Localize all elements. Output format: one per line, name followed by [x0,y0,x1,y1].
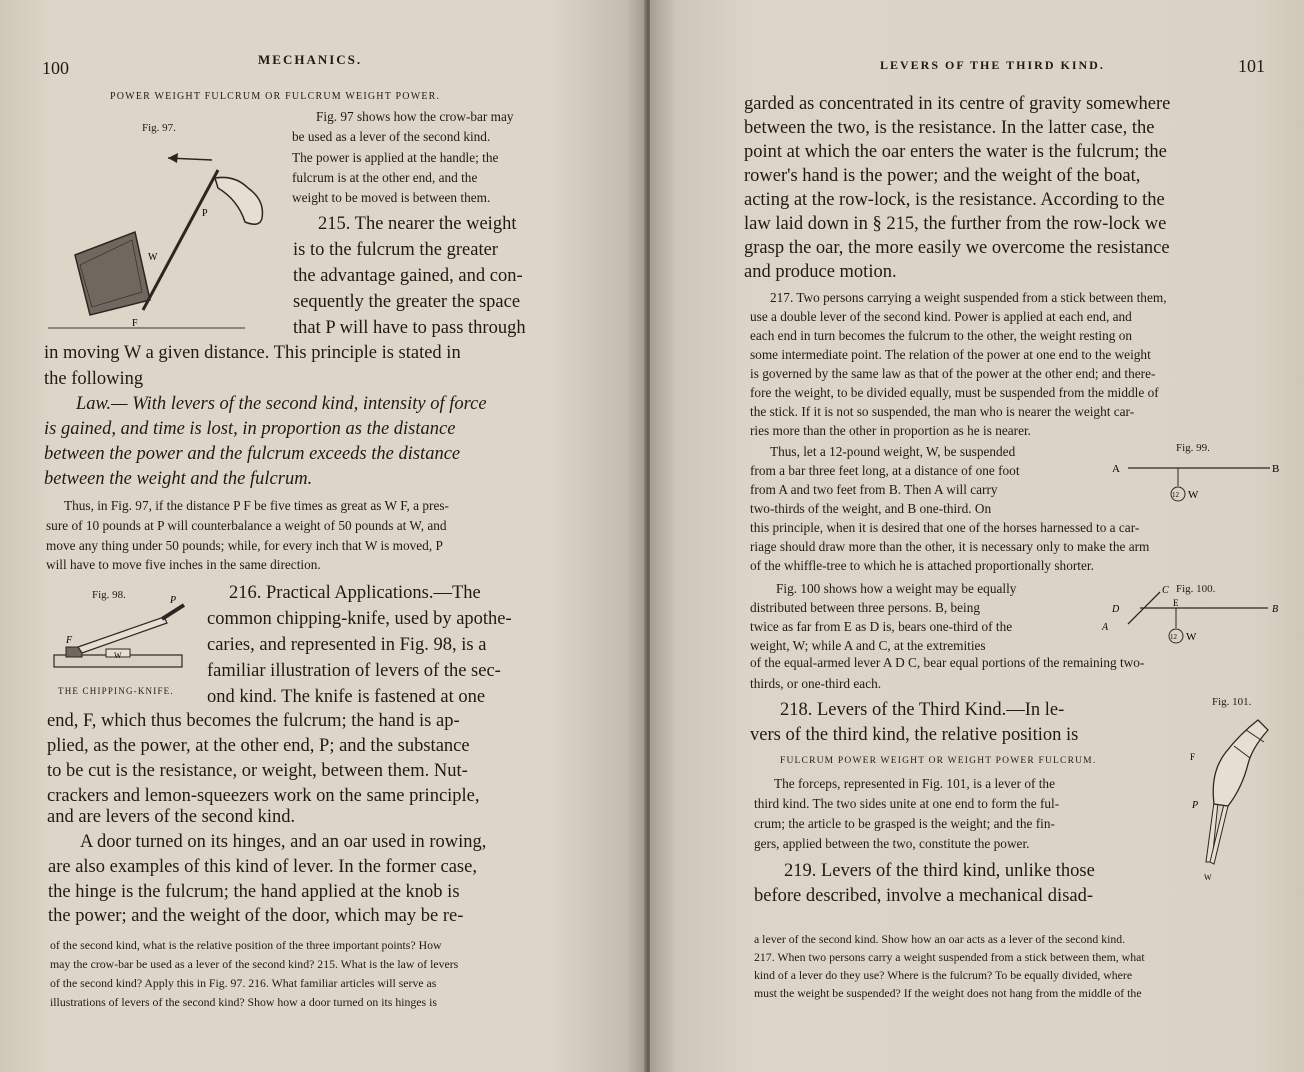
text-line: weight to be moved is between them. [292,190,491,205]
text-line: some intermediate point. The relation of the power at one end to the weight [750,347,1151,362]
text-line: ries more than the other in proportion as he is nearer. [750,423,1031,438]
text-line: common chipping-knife, used by apothe- [207,609,512,629]
text-line: thirds, or one-third each. [750,676,882,691]
figure-letter: 12 [1172,491,1179,499]
text-line: end, F, which thus becomes the fulcrum; the hand is ap- [47,711,460,731]
text-line: of the whiffle-tree to which he is attached proportionally shorter. [750,558,1094,573]
text-line: be used as a lever of the second kind. [292,129,491,144]
text-line: 216. Practical Applications.—The [229,583,481,603]
text-line: that P will have to pass through [293,318,526,338]
knife-blade [78,617,167,653]
text-line: sequently the greater the space [293,292,521,312]
page-number: 101 [1238,56,1265,76]
text-line: twice as far from E as D is, bears one-third of the [750,619,1013,634]
forceps-figure [1188,712,1278,887]
text-line: Thus, in Fig. 97, if the distance P F be five times as great as W F, a pres- [64,498,449,513]
text-line: between the weight and the fulcrum. [44,469,313,489]
footnote-line: of the second kind, what is the relative position of the three important points? How [50,938,442,952]
text-line: 218. Levers of the Third Kind.—In le- [780,700,1065,720]
chipping-knife-figure [44,595,194,680]
running-head: MECHANICS. [258,52,363,67]
text-line: plied, as the power, at the other end, P; and the substance [47,736,470,756]
text-line: point at which the oar enters the water is the fulcrum; the [744,142,1167,162]
figure-label: Fig. 101. [1212,696,1252,708]
text-line: before described, involve a mechanical disad- [754,886,1094,906]
figure-letter: C [1162,585,1169,596]
text-line: riage should draw more than the other, it is necessary only to make the arm [750,539,1150,554]
text-line: weight, W; while A and C, at the extremities [750,638,986,653]
crowbar-figure [40,140,290,340]
footnote-line: of the second kind? Apply this in Fig. 97. 216. What familiar articles will serve as [50,976,437,990]
text-line: of the equal-armed lever A D C, bear equal portions of the remaining two- [750,655,1145,670]
text-line: the power; and the weight of the door, which may be re- [48,906,464,926]
text-line: this principle, when it is desired that one of the horses harnessed to a car- [750,520,1140,535]
text-line: vers of the third kind, the relative position is [750,725,1079,745]
figure-letter: 12 [1170,633,1177,641]
text-line: A door turned on its hinges, and an oar used in rowing, [80,832,487,852]
hand-arm [215,177,262,224]
hand [1213,720,1268,806]
text-line: fulcrum is at the other end, and the [292,170,478,185]
crowbar-line [143,170,218,310]
text-line: crackers and lemon-squeezers work on the same principle, [47,786,480,806]
figure-letter: F [66,635,73,646]
text-line: Thus, let a 12-pound weight, W, be suspended [770,444,1016,459]
text-line: is governed by the same law as that of the power at the other end; and there- [750,366,1156,381]
figure-letter: B [1272,463,1280,475]
figure-letter: D [1112,604,1120,615]
text-line: the advantage gained, and con- [293,266,523,286]
text-line: fore the weight, to be divided equally, must be suspended from the middle of [750,385,1159,400]
text-line: sure of 10 pounds at P will counterbalance a weight of 50 pounds at W, and [46,518,447,533]
figure-letter: A [1112,463,1120,475]
text-line: caries, and represented in Fig. 98, is a [207,635,487,655]
figure-label: Fig. 99. [1176,442,1210,454]
text-line: grasp the oar, the more easily we overcome the resistance [744,238,1170,258]
text-line: The forceps, represented in Fig. 101, is a lever of the [774,776,1055,791]
text-line: garded as concentrated in its centre of gravity somewhere [744,94,1171,114]
running-head: LEVERS OF THE THIRD KIND. [880,58,1105,72]
footnote-line: must the weight be suspended? If the weight does not hang from the middle of the [754,986,1142,1000]
text-line: rower's hand is the power; and the weight of the boat, [744,166,1141,186]
figure-label: Fig. 97. [142,122,176,134]
figure-letter: W [1186,631,1197,643]
text-line: familiar illustration of levers of the sec- [207,661,501,681]
figure-letter: F [1190,752,1196,762]
text-line: ond kind. The knife is fastened at one [207,687,486,707]
arrow-head [168,153,178,163]
text-line: third kind. The two sides unite at one end to form the ful- [754,796,1060,811]
text-line: and produce motion. [744,262,897,282]
text-line: 215. The nearer the weight [318,214,517,234]
footnote-line: illustrations of levers of the second kind? Show how a door turned on its hinges is [50,995,437,1009]
page-number: 100 [42,58,69,78]
text-line: 217. Two persons carrying a weight suspended from a stick between them, [770,290,1167,305]
figure-letter: B [1272,604,1279,615]
figure-letter: W [114,651,122,660]
text-line: is gained, and time is lost, in proportion as the distance [44,419,456,439]
text-line: to be cut is the resistance, or weight, between them. Nut- [47,761,468,781]
stone-block [75,232,150,315]
text-line: are also examples of this kind of lever. In the former case, [48,857,477,877]
fig99-diagram [1110,456,1290,516]
text-line: in moving W a given distance. This principle is stated in [44,343,461,363]
text-line: from A and two feet from B. Then A will carry [750,482,998,497]
figure-letter: A [1102,622,1109,633]
figure-label: Fig. 98. [92,589,126,601]
text-line: Law.— With levers of the second kind, intensity of force [76,394,487,414]
text-line: Fig. 97 shows how the crow-bar may [316,109,514,124]
footnote-line: may the crow-bar be used as a lever of the second kind? 215. What is the law of levers [50,957,459,971]
text-line: use a double lever of the second kind. Power is applied at each end, and [750,309,1132,324]
text-line: two-thirds of the weight, and B one-third. On [750,501,992,516]
footnote-line: a lever of the second kind. Show how an oar acts as a lever of the second kind. [754,932,1126,946]
text-line: The power is applied at the handle; the [292,150,499,165]
text-line: acting at the row-lock, is the resistance. According to the [744,190,1165,210]
footnote-line: kind of a lever do they use? Where is the fulcrum? To be equally divided, where [754,968,1133,982]
text-line: from a bar three feet long, at a distance of one foot [750,463,1020,478]
text-line: the stick. If it is not so suspended, the man who is nearer the weight car- [750,404,1135,419]
text-line: the following [44,369,144,389]
figure-caption: FULCRUM POWER WEIGHT OR WEIGHT POWER FULCRUM. [780,756,1097,766]
fig100-diagram [1100,584,1290,656]
text-line: law laid down in § 215, the further from the row-lock we [744,214,1167,234]
text-line: move any thing under 50 pounds; while, for every inch that W is moved, P [46,538,443,553]
figure-letter: W [1204,873,1212,882]
right-page [650,0,1304,1072]
text-line: gers, applied between the two, constitute the power. [754,836,1030,851]
figure-letter: F [132,318,138,329]
text-line: 219. Levers of the third kind, unlike those [784,861,1095,881]
figure-letter: P [202,208,208,219]
figure-letter: W [148,252,158,263]
figure-letter: P [170,595,177,606]
text-line: will have to move five inches in the same direction. [46,557,321,572]
text-line: each end in turn becomes the fulcrum to the other, the weight resting on [750,328,1133,343]
text-line: crum; the article to be grasped is the weight; and the fin- [754,816,1055,831]
figure-caption: POWER WEIGHT FULCRUM OR FULCRUM WEIGHT POWER. [110,91,441,102]
text-line: distributed between three persons. B, being [750,600,981,615]
text-line: Fig. 100 shows how a weight may be equally [776,581,1017,596]
text-line: the hinge is the fulcrum; the hand applied at the knob is [48,882,460,902]
figure-letter: P [1192,800,1199,811]
text-line: between the two, is the resistance. In the latter case, the [744,118,1155,138]
text-line: is to the fulcrum the greater [293,240,498,260]
knife-handle [162,605,184,619]
figure-letter: W [1188,489,1199,501]
footnote-line: 217. When two persons carry a weight suspended from a stick between them, what [754,950,1145,964]
left-page [0,0,646,1072]
figure-caption: THE CHIPPING-KNIFE. [58,686,174,696]
figure-label: Fig. 100. [1176,583,1216,595]
figure-letter: E [1173,598,1179,608]
text-line: and are levers of the second kind. [47,807,296,827]
text-line: between the power and the fulcrum exceeds the distance [44,444,461,464]
